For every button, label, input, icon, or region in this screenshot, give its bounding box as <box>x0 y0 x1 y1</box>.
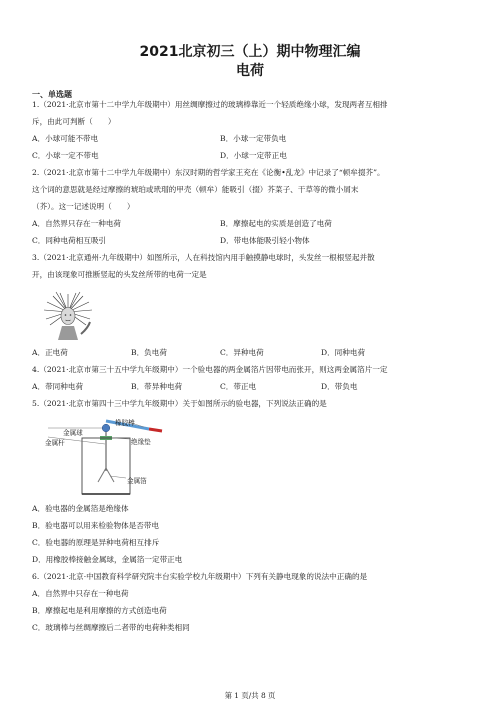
question-3-text: 3.（2021·北京通州·九年级期中）如图所示，人在科技馆内用手触摸静电球时，头发丝一根根竖起并散 <box>32 253 375 262</box>
question-1-text-cont: 斥，由此可判断（ ） <box>32 117 116 126</box>
section-heading: 一、单选题 <box>32 90 72 99</box>
question-1-option-d: D．小球一定带正电 <box>220 151 287 160</box>
question-5-option-b: B．验电器可以用来检验物体是否带电 <box>32 521 160 530</box>
question-3-option-c: C．异种电荷 <box>220 348 264 357</box>
question-6-option-b: B．摩擦起电是利用摩擦的方式创造电荷 <box>32 606 167 615</box>
question-2-text: 2.（2021·北京市第十二中学九年级期中）东汉时期的哲学家王充在《论衡•乱龙》中记录了“顿牟掇芥”。 <box>32 168 385 177</box>
static-hair-figure <box>40 290 96 340</box>
question-5-option-a: A．验电器的金属箔是绝缘体 <box>32 504 129 513</box>
question-2-text-cont2: （芥）。这一记述说明（ ） <box>32 202 135 211</box>
question-3-option-b: B．负电荷 <box>131 348 167 357</box>
question-4-option-d: D．带负电 <box>321 382 358 391</box>
label-metal-pole: 金属杆 <box>45 439 65 447</box>
question-6-option-c: C．玻璃棒与丝绸摩擦后二者带的电荷种类相同 <box>32 623 190 632</box>
question-2-option-b: B．摩擦起电的实质是创造了电荷 <box>220 219 332 228</box>
label-rubber-rod: 橡胶棒 <box>115 419 135 427</box>
label-insulating-pad: 绝缘垫 <box>131 438 151 446</box>
question-1-option-a: A．小球可能不带电 <box>32 134 99 143</box>
label-metal-ball: 金属球 <box>63 429 83 437</box>
question-5-option-d: D．用橡胶棒接触金属球，金属箔一定带正电 <box>32 555 183 564</box>
question-2-option-a: A．自然界只存在一种电荷 <box>32 219 122 228</box>
question-3-option-a: A．正电荷 <box>32 348 68 357</box>
question-2-text-cont: 这个词的意思就是经过摩擦的琥珀或玳瑁的甲壳（顿牟）能吸引（掇）芥菜子、干草等的微小屑末 <box>32 185 359 194</box>
question-3-text-cont: 开，由该现象可推断竖起的头发丝所带的电荷一定是 <box>32 270 207 279</box>
question-1-option-b: B．小球一定带负电 <box>220 134 287 143</box>
question-6-text: 6.（2021·北京·中国教育科学研究院丰台实验学校九年级期中）下列有关静电现象的说法中正确的是 <box>32 572 368 581</box>
question-3-option-d: D．同种电荷 <box>321 348 366 357</box>
question-2-option-d: D．带电体能吸引轻小物体 <box>220 236 310 245</box>
question-4-option-a: A．带同种电荷 <box>32 382 84 391</box>
question-5-option-c: C．验电器的原理是异种电荷相互排斥 <box>32 538 160 547</box>
page-subtitle: 电荷 <box>236 63 264 79</box>
page-title: 2021北京初三（上）期中物理汇编 <box>139 44 361 60</box>
question-1-option-c: C．小球一定不带电 <box>32 151 99 160</box>
question-6-option-a: A．自然界中只存在一种电荷 <box>32 589 129 598</box>
question-5-text: 5.（2021·北京市第四十三中学九年级期中）关于如图所示的验电器，下列说法正确的是 <box>32 399 327 408</box>
question-4-option-c: C．带正电 <box>220 382 257 391</box>
question-2-option-c: C．同种电荷相互吸引 <box>32 236 107 245</box>
question-4-option-b: B．带异种电荷 <box>131 382 183 391</box>
label-metal-foil: 金属箔 <box>127 477 147 485</box>
page-number: 第 1 页/共 8 页 <box>224 691 276 700</box>
question-1-text: 1.（2021·北京市第十二中学九年级期中）用丝绸摩擦过的玻璃棒靠近一个轻质绝缘小球，发现两者互相排 <box>32 100 388 109</box>
question-4-text: 4.（2021·北京市第三十五中学九年级期中）一个验电器的两金属箔片因带电而张开，则这两金属箔片一定 <box>32 365 388 374</box>
